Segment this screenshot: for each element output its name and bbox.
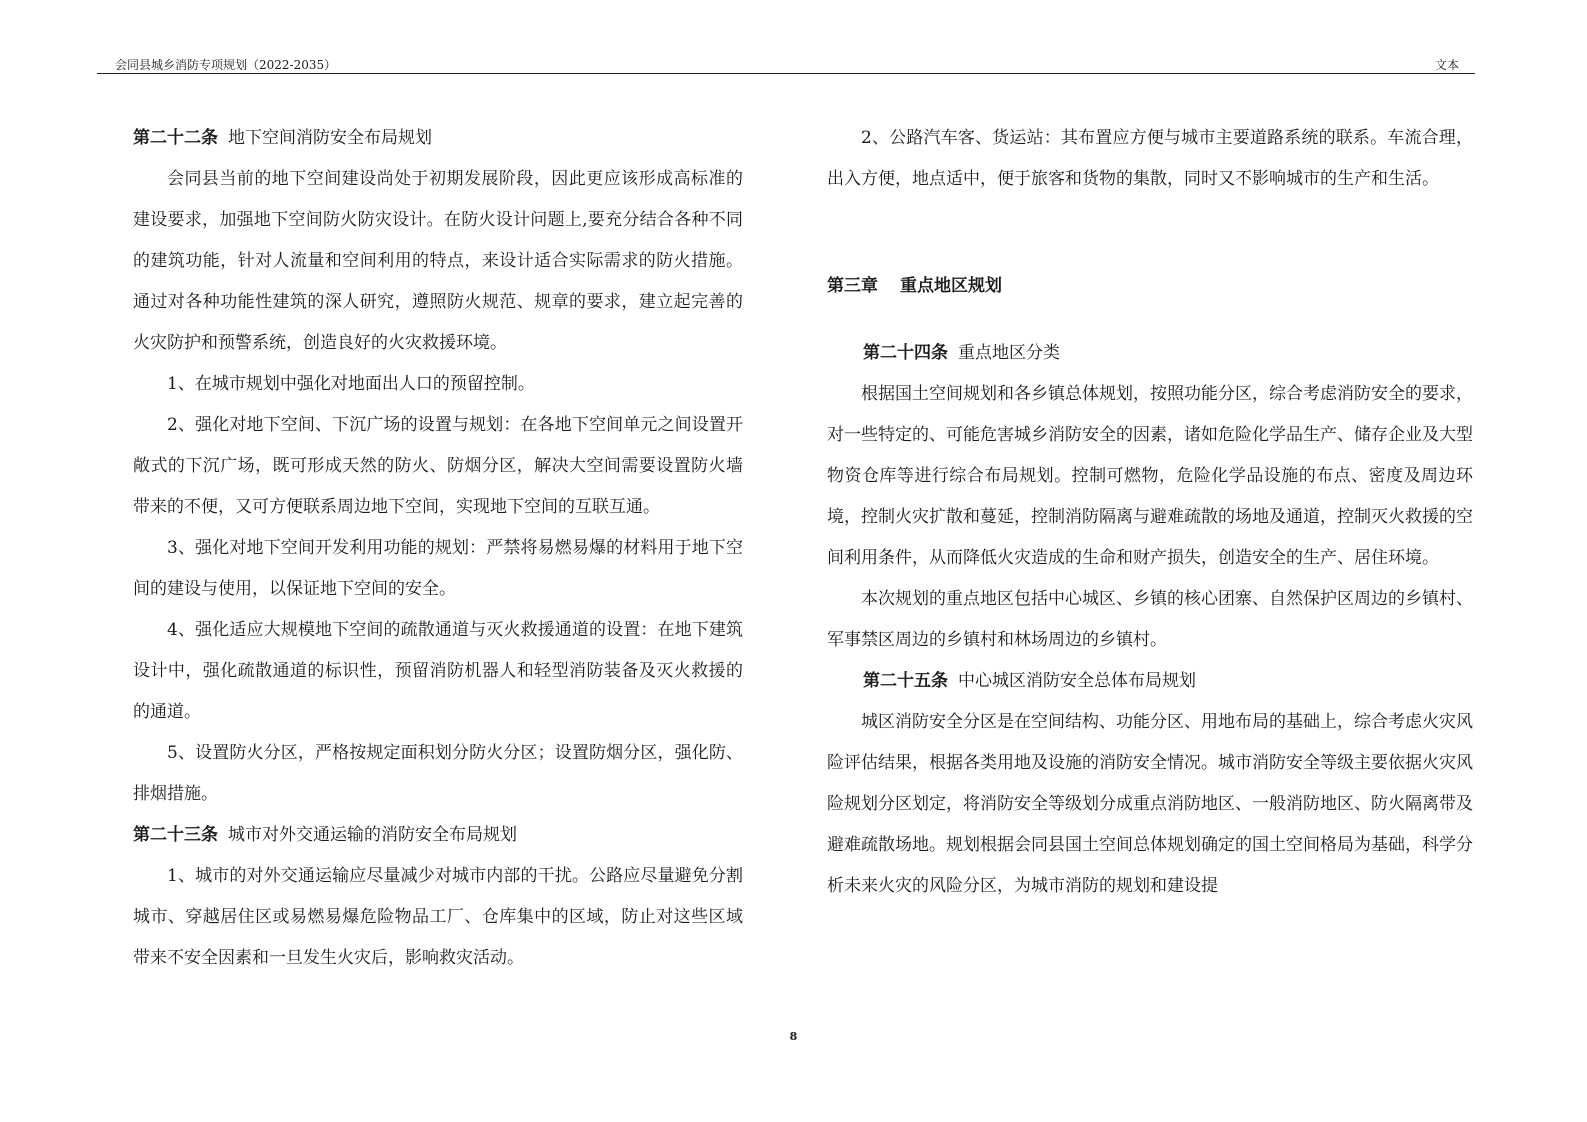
paragraph: 2、强化对地下空间、下沉广场的设置与规划：在各地下空间单元之间设置开敞式的下沉广场，既可形成天然的防火、防烟分区，解决大空间需要设置防火墙带来的不便，又可方便联系周边地下空间，实现地下空间的互联互通。 bbox=[133, 415, 743, 517]
paragraph: 2、公路汽车客、货运站：其布置应方便与城市主要道路系统的联系。车流合理，出入方便，地点适中，便于旅客和货物的集散，同时又不影响城市的生产和生活。 bbox=[827, 128, 1473, 189]
section-heading bbox=[133, 118, 743, 159]
chapter-number: 第三章 bbox=[827, 276, 878, 296]
paragraph: 3、强化对地下空间开发利用功能的规划：严禁将易燃易爆的材料用于地下空间的建设与使用，以保证地下空间的安全。 bbox=[133, 538, 743, 599]
page-number: 8 bbox=[789, 1030, 798, 1043]
article-title: 城市对外交通运输的消防安全布局规划 bbox=[228, 825, 517, 845]
paragraph: 1、城市的对外交通运输应尽量减少对城市内部的干扰。公路应尽量避免分割城市、穿越居住区或易燃易爆危险物品工厂、仓库集中的区域，防止对这些区域带来不安全因素和一旦发生火灾后，影响救灾活动。 bbox=[133, 866, 743, 968]
paragraph: 根据国土空间规划和各乡镇总体规划，按照功能分区，综合考虑消防安全的要求，对一些特定的、可能危害城乡消防安全的因素，诸如危险化学品生产、储存企业及大型物资仓库等进行综合布局规划。控制可燃物，危险化学品设施的布点、密度及周边环境，控制火灾扩散和蔓延，控制消防隔离与避难疏散的场地及通道，控制灭火救援的空间利用条件，从而降低火灾造成的生命和财产损失，创造安全的生产、居住环境。 bbox=[827, 384, 1473, 568]
right-column bbox=[827, 118, 1473, 907]
article-title: 中心城区消防安全总体布局规划 bbox=[958, 671, 1196, 691]
article-title: 重点地区分类 bbox=[958, 343, 1060, 363]
paragraph: 4、强化适应大规模地下空间的疏散通道与灭火救援通道的设置：在地下建筑设计中，强化疏散通道的标识性，预留消防机器人和轻型消防装备及灭火救援的的通道。 bbox=[133, 620, 743, 722]
paragraph: 本次规划的重点地区包括中心城区、乡镇的核心团寨、自然保护区周边的乡镇村、军事禁区周边的乡镇村和林场周边的乡镇村。 bbox=[827, 589, 1473, 650]
paragraph: 城区消防安全分区是在空间结构、功能分区、用地布局的基础上，综合考虑火灾风险评估结果，根据各类用地及设施的消防安全情况。城市消防安全等级主要依据火灾风险规划分区划定，将消防安全等级划分成重点消防地区、一般消防地区、防火隔离带及避难疏散场地。规划根据会同县国土空间总体规划确定的国土空间格局为基础，科学分析未来火灾的风险分区，为城市消防的规划和建设提 bbox=[827, 712, 1473, 896]
section-heading bbox=[133, 815, 743, 856]
chapter-title: 重点地区规划 bbox=[900, 276, 1002, 296]
section-heading bbox=[863, 333, 1473, 374]
paragraph: 5、设置防火分区，严格按规定面积划分防火分区；设置防烟分区，强化防、排烟措施。 bbox=[133, 743, 743, 804]
article-number: 第二十三条 bbox=[133, 825, 218, 845]
paragraph: 会同县当前的地下空间建设尚处于初期发展阶段，因此更应该形成高标准的建设要求，加强地下空间防火防灾设计。在防火设计问题上,要充分结合各种不同的建筑功能，针对人流量和空间利用的特点，来设计适合实际需求的防火措施。通过对各种功能性建筑的深人研究，遵照防火规范、规章的要求，建立起完善的火灾防护和预警系统，创造良好的火灾救援环境。 bbox=[133, 169, 743, 353]
article-number: 第二十四条 bbox=[863, 343, 948, 363]
document-title: 会同县城乡消防专项规划（2022-2035） bbox=[115, 58, 337, 72]
left-column bbox=[133, 118, 743, 979]
article-title: 地下空间消防安全布局规划 bbox=[228, 128, 432, 148]
article-number: 第二十二条 bbox=[133, 128, 218, 148]
page-header bbox=[97, 55, 1475, 74]
paragraph: 1、在城市规划中强化对地面出人口的预留控制。 bbox=[167, 374, 535, 394]
section-heading bbox=[863, 661, 1473, 702]
article-number: 第二十五条 bbox=[863, 671, 948, 691]
chapter-heading bbox=[827, 266, 1473, 307]
document-type-label: 文本 bbox=[1434, 58, 1459, 72]
